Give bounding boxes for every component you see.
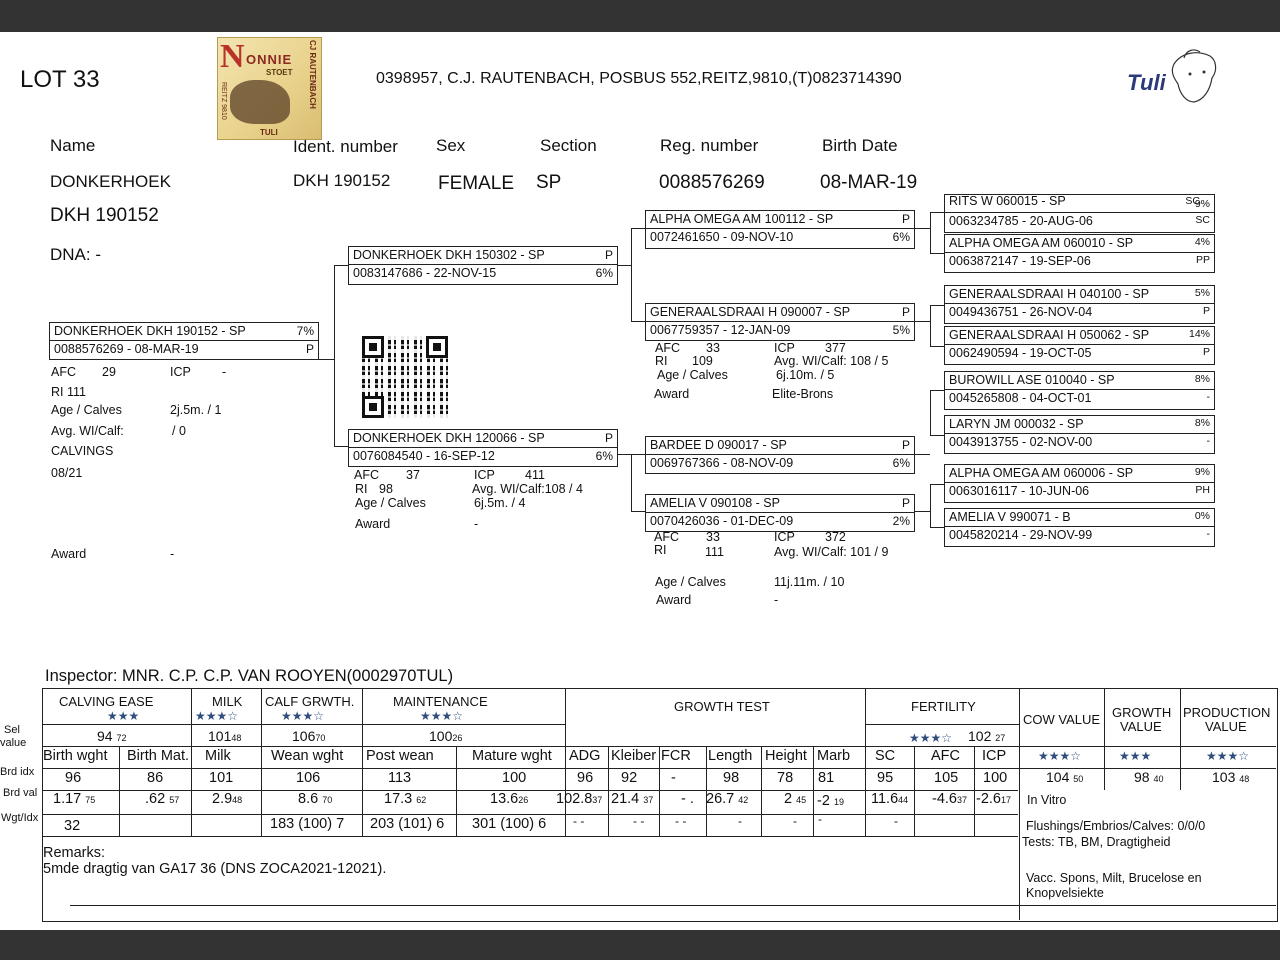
calving-date: 08/21 (51, 466, 83, 480)
grid-line (761, 746, 762, 836)
col-birth-wght: Birth wght (43, 748, 108, 764)
brd-idx-cell: 81 (818, 770, 835, 786)
brd-idx-cell: 101 (209, 770, 234, 786)
brd-val-cell: 26.7 42 (706, 791, 749, 807)
animal-reg: 0088576269 (659, 172, 765, 193)
grid-line (659, 746, 660, 836)
calving-stars: ★★★ (107, 709, 140, 723)
dam-icp-label: ICP (474, 468, 495, 482)
fert-stars: ★★★☆ (909, 731, 953, 745)
connector (930, 212, 931, 254)
cow-value: 104 50 (1046, 769, 1084, 785)
brd-val-cell: -2.617 (976, 791, 1012, 807)
col-kleiber: Kleiber (611, 748, 657, 764)
grid-line (362, 688, 363, 836)
wgt-cell: 301 (100) 6 (472, 816, 547, 832)
gp-age-label: Age / Calves (657, 368, 728, 382)
col-icp: ICP (982, 748, 1007, 764)
brd-idx-cell: 98 (723, 770, 740, 786)
connector (914, 511, 930, 512)
growth-value-header-2: VALUE (1120, 719, 1162, 734)
dam-age-label: Age / Calves (355, 496, 426, 510)
gp-afc-label: AFC (655, 341, 680, 355)
wgt-cell: - (738, 814, 742, 828)
col-afc: AFC (931, 748, 960, 764)
subject-box: DONKERHOEK DKH 190152 - SP 7% 0088576269 - 08-MAR-19 P (49, 322, 319, 360)
value-label: value (0, 737, 27, 749)
col-adg: ADG (569, 748, 601, 764)
wgt-cell: 203 (101) 6 (370, 816, 445, 832)
birth-label: Birth Date (822, 136, 898, 155)
ident-label: Ident. number (293, 137, 398, 156)
grid-line (565, 688, 566, 836)
growth-value-header: GROWTH (1112, 705, 1172, 720)
connector (914, 228, 930, 229)
grid-line (42, 836, 1018, 837)
grid-line (608, 746, 609, 836)
grid-line (42, 814, 1018, 815)
cow-stars: ★★★☆ (1038, 749, 1082, 763)
maintenance-header: MAINTENANCE (393, 694, 488, 709)
connector (930, 484, 931, 528)
sex-label: Sex (436, 136, 466, 155)
brd-idx-cell: 92 (621, 770, 638, 786)
connector (631, 228, 632, 322)
connector (930, 253, 944, 254)
dam-afc-label: AFC (354, 468, 379, 482)
brd-idx-cell: - (671, 770, 676, 786)
brd-idx-cell: 95 (877, 770, 894, 786)
wgt-idx-label: Wgt/Idx (1, 812, 39, 824)
grandparent-box: ALPHA OMEGA AM 100112 - SP P 0072461650 - 09-NOV-10 6% (645, 210, 915, 249)
grid-line (914, 746, 915, 836)
dam-age: 6j.5m. / 4 (474, 496, 526, 510)
connector (334, 265, 335, 447)
section-label: Section (540, 136, 597, 155)
brd-idx-cell: 100 (502, 770, 527, 786)
connector (930, 390, 931, 436)
gp-icp-label: ICP (774, 341, 795, 355)
animal-birth: 08-MAR-19 (820, 172, 918, 193)
gv-value: 98 40 (1134, 769, 1164, 785)
connector (631, 511, 645, 512)
great-grandparent-box: RITS W 060015 - SP SC 9% 0063234785 - 20-AUG-06 SC (944, 194, 1215, 233)
col-milk: Milk (205, 748, 231, 764)
in-vitro: In Vitro (1027, 793, 1067, 807)
inspector: Inspector: MNR. C.P. C.P. VAN ROOYEN(0002970TUL) (45, 667, 454, 685)
brd-idx-cell: 105 (934, 770, 959, 786)
gp-ri: 109 (692, 354, 713, 368)
calving-value: 94 72 (97, 728, 127, 744)
connector (930, 435, 944, 436)
grid-line (261, 688, 262, 836)
milk-stars: ★★★☆ (195, 709, 239, 723)
brd-val-cell: 8.6 70 (298, 791, 333, 807)
connector (631, 321, 645, 322)
brd-val-cell: 2 45 (784, 791, 807, 807)
grid-line (456, 746, 457, 836)
dam-wi: Avg. WI/Calf:108 / 4 (472, 482, 583, 496)
great-grandparent-box: BUROWILL ASE 010040 - SP 8% 0045265808 - 04-OCT-01 - (944, 371, 1215, 410)
cow-value-header: COW VALUE (1023, 712, 1101, 727)
wgt-cell: - (818, 812, 822, 826)
wgt-cell: 32 (64, 818, 81, 834)
col-sc: SC (875, 748, 896, 764)
grid-line (974, 746, 975, 836)
connector (930, 305, 931, 347)
brd-val-cell: 21.4 37 (611, 791, 654, 807)
qr-code (362, 336, 448, 418)
fertility-header: FERTILITY (911, 699, 976, 714)
name-label: Name (50, 136, 96, 155)
connector (930, 390, 944, 391)
connector (334, 265, 348, 266)
brd-val-cell: 2.948 (212, 791, 243, 807)
tuli-logo: Tuli (1124, 44, 1220, 114)
production-value-header: PRODUCTION (1183, 705, 1271, 720)
remarks-label: Remarks: (43, 845, 106, 861)
connector (631, 228, 645, 229)
remarks-text: 5mde dragtig van GA17 36 (DNS ZOCA2021-12021). (43, 861, 387, 877)
subject-award: - (170, 547, 175, 561)
brd-idx-cell: 86 (147, 770, 164, 786)
great-grandparent-box: LARYN JM 000032 - SP 8% 0043913755 - 02-NOV-00 - (944, 415, 1215, 454)
calf-growth-header: CALF GRWTH. (265, 694, 355, 709)
brd-val-cell: 13.626 (490, 791, 529, 807)
subject-wi-label: Avg. WI/Calf: (51, 424, 124, 438)
sire-box: DONKERHOEK DKH 150302 - SP P 0083147686 - 22-NOV-15 6% (348, 246, 618, 285)
gp-award: Elite-Brons (772, 387, 834, 401)
gp-afc: 33 (706, 341, 720, 355)
grid-line (865, 724, 1020, 725)
grid-line (70, 905, 1276, 906)
col-marb: Marb (817, 748, 851, 764)
owner-info: 0398957, C.J. RAUTENBACH, POSBUS 552,REITZ,9810,(T)0823714390 (376, 70, 902, 87)
vaccinations-2: Knopvelsiekte (1026, 886, 1104, 900)
great-grandparent-box: GENERAALSDRAAI H 040100 - SP 5% 0049436751 - 26-NOV-04 P (944, 285, 1215, 324)
gp-icp: 372 (825, 530, 846, 544)
brd-idx-cell: 78 (777, 770, 794, 786)
connector (631, 454, 632, 512)
calf-stars: ★★★☆ (281, 709, 325, 723)
grid-line (1019, 688, 1020, 920)
grid-line (1104, 688, 1105, 790)
bottom-bar (0, 930, 1280, 960)
grid-line (191, 688, 192, 836)
wgt-cell: - (793, 814, 797, 828)
animal-sex: FEMALE (438, 173, 515, 194)
wgt-cell: - - (675, 814, 687, 828)
animal-id-big: DKH 190152 (50, 205, 159, 226)
production-value-header-2: VALUE (1205, 719, 1247, 734)
connector (914, 321, 930, 322)
grid-line (1180, 688, 1181, 790)
gp-afc: 33 (706, 530, 720, 544)
dam-box: DONKERHOEK DKH 120066 - SP P 0076084540 - 16-SEP-12 6% (348, 429, 618, 467)
connector (914, 454, 930, 455)
brd-val-cell: 11.644 (871, 791, 909, 807)
brd-idx-cell: 100 (983, 770, 1008, 786)
pv-value: 103 48 (1212, 769, 1250, 785)
brd-val-cell: - . (681, 791, 694, 807)
brd-val-cell: -2 19 (817, 793, 844, 809)
great-grandparent-box: ALPHA OMEGA AM 060006 - SP 9% 0063016117 - 10-JUN-06 PH (944, 464, 1215, 503)
calving-ease-header: CALVING EASE (59, 694, 154, 709)
dna-status: DNA: - (50, 245, 101, 264)
gp-age: 11j.11m. / 10 (774, 575, 845, 589)
wgt-cell: - - (633, 814, 645, 828)
gp-award: - (774, 593, 779, 607)
gp-ri: 111 (705, 545, 725, 559)
gp-wi: Avg. WI/Calf: 108 / 5 (774, 354, 889, 368)
nonnie-stoet-logo: N ONNIE STOET CJ RAUTENBACH REITZ 9810 TULI (217, 37, 322, 140)
reg-label: Reg. number (660, 136, 759, 155)
dam-icp: 411 (525, 468, 545, 482)
sel-label: Sel (4, 724, 20, 736)
dam-ri-label: RI (355, 482, 368, 496)
gp-age-label: Age / Calves (655, 575, 726, 589)
col-post-wean: Post wean (366, 748, 434, 764)
grandparent-box: GENERAALSDRAAI H 090007 - SP P 0067759357 - 12-JAN-09 5% (645, 303, 915, 341)
grandparent-box: BARDEE D 090017 - SP P 0069767366 - 08-NOV-09 6% (645, 436, 915, 474)
brd-idx-cell: 113 (388, 770, 412, 786)
vaccinations: Vacc. Spons, Milt, Brucelose en (1026, 871, 1202, 885)
connector (617, 454, 631, 455)
brd-val-cell: .62 57 (145, 791, 180, 807)
milk-value: 10148 (208, 728, 242, 744)
subject-ri: RI 111 (51, 385, 86, 399)
wgt-cell: - - (573, 814, 585, 828)
gv-stars: ★★★ (1119, 749, 1152, 763)
brd-idx-cell: 96 (65, 770, 82, 786)
brd-val-cell: 102.837 (556, 791, 603, 807)
grid-line (42, 724, 565, 725)
gp-icp-label: ICP (774, 530, 795, 544)
connector (930, 305, 944, 306)
wgt-cell: - (894, 814, 898, 828)
great-grandparent-box: AMELIA V 990071 - B 0% 0045820214 - 29-NOV-99 - (944, 508, 1215, 547)
subject-age: 2j.5m. / 1 (170, 403, 222, 417)
gp-award-label: Award (656, 593, 692, 607)
gp-ri-label: RI (655, 354, 668, 368)
brd-val-label: Brd val (3, 787, 38, 799)
animal-ident: DKH 190152 (293, 171, 391, 190)
connector (631, 454, 645, 455)
top-bar (0, 0, 1280, 32)
col-length: Length (708, 748, 753, 764)
dam-ri: 98 (379, 482, 393, 496)
gp-age: 6j.10m. / 5 (776, 368, 835, 382)
gp-afc-label: AFC (654, 530, 679, 544)
dam-afc: 37 (406, 468, 420, 482)
brd-idx-cell: 96 (577, 770, 594, 786)
grandparent-box: AMELIA V 090108 - SP P 0070426036 - 01-DEC-09 2% (645, 494, 915, 532)
flushings: Flushings/Embrios/Calves: 0/0/0 (1026, 819, 1206, 833)
brd-val-cell: 17.3 62 (384, 791, 427, 807)
subject-afc: 29 (102, 365, 116, 379)
col-fcr: FCR (661, 748, 691, 764)
cow-icon (230, 80, 290, 124)
great-grandparent-box: GENERAALSDRAAI H 050062 - SP 14% 0062490594 - 19-OCT-05 P (944, 326, 1215, 365)
calvings-label: CALVINGS (51, 444, 114, 458)
great-grandparent-box: ALPHA OMEGA AM 060010 - SP 4% 0063872147 - 19-SEP-06 PP (944, 234, 1215, 273)
connector (617, 265, 631, 266)
connector (318, 359, 334, 360)
growth-test-header: GROWTH TEST (674, 699, 770, 714)
connector (930, 212, 944, 213)
milk-header: MILK (212, 694, 243, 709)
connector (930, 527, 944, 528)
grid-line (119, 746, 120, 836)
maint-stars: ★★★☆ (420, 709, 464, 723)
subject-age-label: Age / Calves (51, 403, 122, 417)
calf-value: 10670 (292, 728, 326, 744)
connector (930, 346, 944, 347)
brd-idx-cell: 106 (296, 770, 321, 786)
animal-section: SP (536, 172, 562, 193)
brd-idx-label: Brd idx (0, 766, 35, 778)
connector (930, 484, 944, 485)
subject-afc-label: AFC (51, 365, 76, 379)
animal-name: DONKERHOEK (50, 172, 171, 191)
dam-award-label: Award (355, 517, 391, 531)
col-birth-mat: Birth Mat. (127, 748, 190, 764)
tests: Tests: TB, BM, Dragtigheid (1022, 835, 1171, 849)
gp-icp: 377 (825, 341, 846, 355)
lot-number: LOT 33 (20, 66, 100, 93)
subject-award-label: Award (51, 547, 87, 561)
gp-ri-label: RI (654, 543, 667, 557)
grid-line (813, 746, 814, 836)
pv-stars: ★★★☆ (1206, 749, 1250, 763)
dam-award: - (474, 517, 479, 531)
connector (334, 446, 348, 447)
grid-line (865, 688, 866, 836)
gp-award-label: Award (654, 387, 690, 401)
gp-wi: Avg. WI/Calf: 101 / 9 (774, 545, 889, 559)
subject-icp: - (222, 365, 227, 379)
fert-value: 102 27 (968, 728, 1006, 744)
wgt-cell: 183 (100) 7 (270, 816, 345, 832)
brd-val-cell: -4.637 (932, 791, 968, 807)
col-height: Height (765, 748, 807, 764)
subject-icp-label: ICP (170, 365, 191, 379)
col-wean-wght: Wean wght (271, 748, 344, 764)
brd-val-cell: 1.17 75 (53, 791, 96, 807)
maint-value: 10026 (429, 728, 463, 744)
col-mature-wght: Mature wght (472, 748, 552, 764)
subject-wi: / 0 (172, 424, 186, 438)
